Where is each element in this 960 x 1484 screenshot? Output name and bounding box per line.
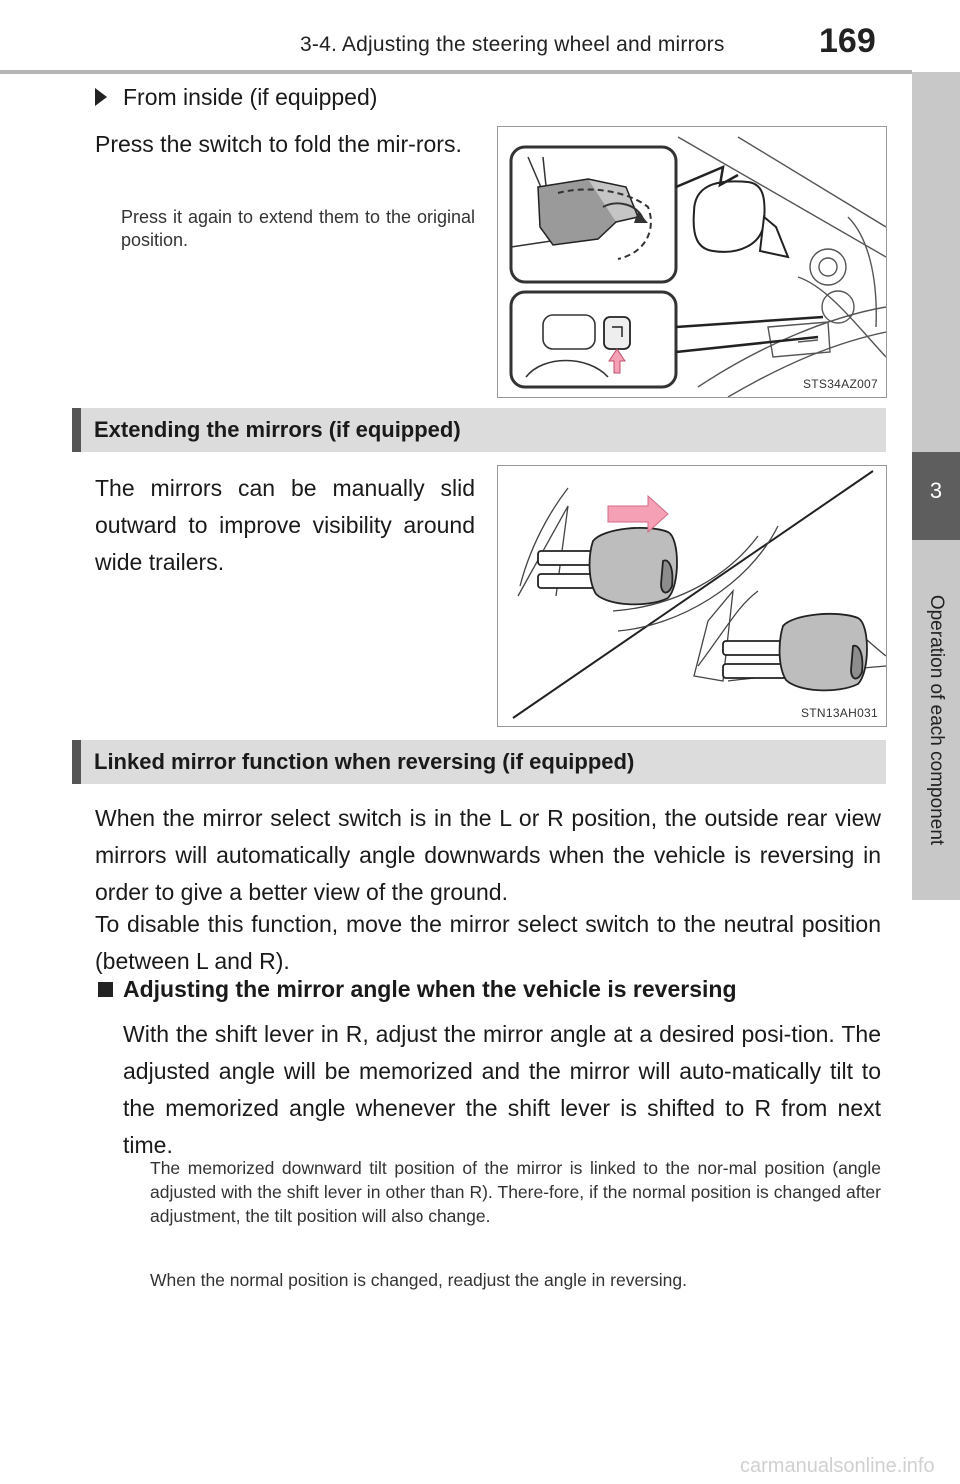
chapter-label: Operation of each component (926, 594, 947, 846)
mirror-fold-illustration (498, 127, 886, 397)
watermark: carmanualsonline.info (740, 1455, 935, 1477)
section-header-marker (72, 740, 81, 784)
extend-description: The mirrors can be manually slid outward to improve visibility around wide trailers. (95, 475, 475, 575)
figure-code: STN13AH031 (800, 706, 878, 720)
fold-note: Press it again to extend them to the original position. (121, 207, 475, 250)
reversing-note-1: The memorized downward tilt position of the mirror is linked to the nor-mal position (angle adjusted with the shift lever in other than R). There-fore, if the normal position is changed after adjustment, the tilt position will also change. (150, 1158, 881, 1226)
header-rule (0, 70, 912, 74)
section-title: Linked mirror function when reversing (if equipped) (94, 749, 635, 774)
figure-mirror-fold-switch (497, 126, 887, 398)
fold-instruction: Press the switch to fold the mir-rors. (95, 131, 462, 157)
figure-mirror-extend (497, 465, 887, 727)
linked-paragraph-1: When the mirror select switch is in the L or R position, the outside rear view mirrors will automatically angle downwards when the vehicle is reversing in order to give a better view of the ground. (95, 805, 881, 905)
arrow-bullet-icon (95, 88, 107, 106)
mirror-extend-illustration (498, 466, 886, 726)
square-bullet-icon (98, 982, 113, 997)
reversing-note-2: When the normal position is changed, readjust the angle in reversing. (150, 1270, 687, 1290)
section-title: Extending the mirrors (if equipped) (94, 417, 461, 442)
section-header-marker (72, 408, 81, 452)
side-tab-bar (912, 72, 960, 452)
linked-paragraph-2: To disable this function, move the mirror select switch to the neutral position (between L and R). (95, 911, 881, 974)
section-header-extending (72, 408, 886, 452)
subsection-text: With the shift lever in R, adjust the mirror angle at a desired posi-tion. The adjusted angle will be memorized and the mirror will auto-matically tilt to the memorized angle whenever the shift lever is shifted to R from next time. (123, 1021, 881, 1158)
header-section-title: 3-4. Adjusting the steering wheel and mirrors (300, 33, 725, 56)
chapter-number: 3 (929, 478, 943, 503)
fold-heading: From inside (if equipped) (123, 84, 378, 110)
figure-code: STS34AZ007 (802, 377, 878, 391)
subsection-title: Adjusting the mirror angle when the vehicle is reversing (123, 976, 737, 1002)
section-header-linked (72, 740, 886, 784)
page-number: 169 (819, 22, 876, 60)
